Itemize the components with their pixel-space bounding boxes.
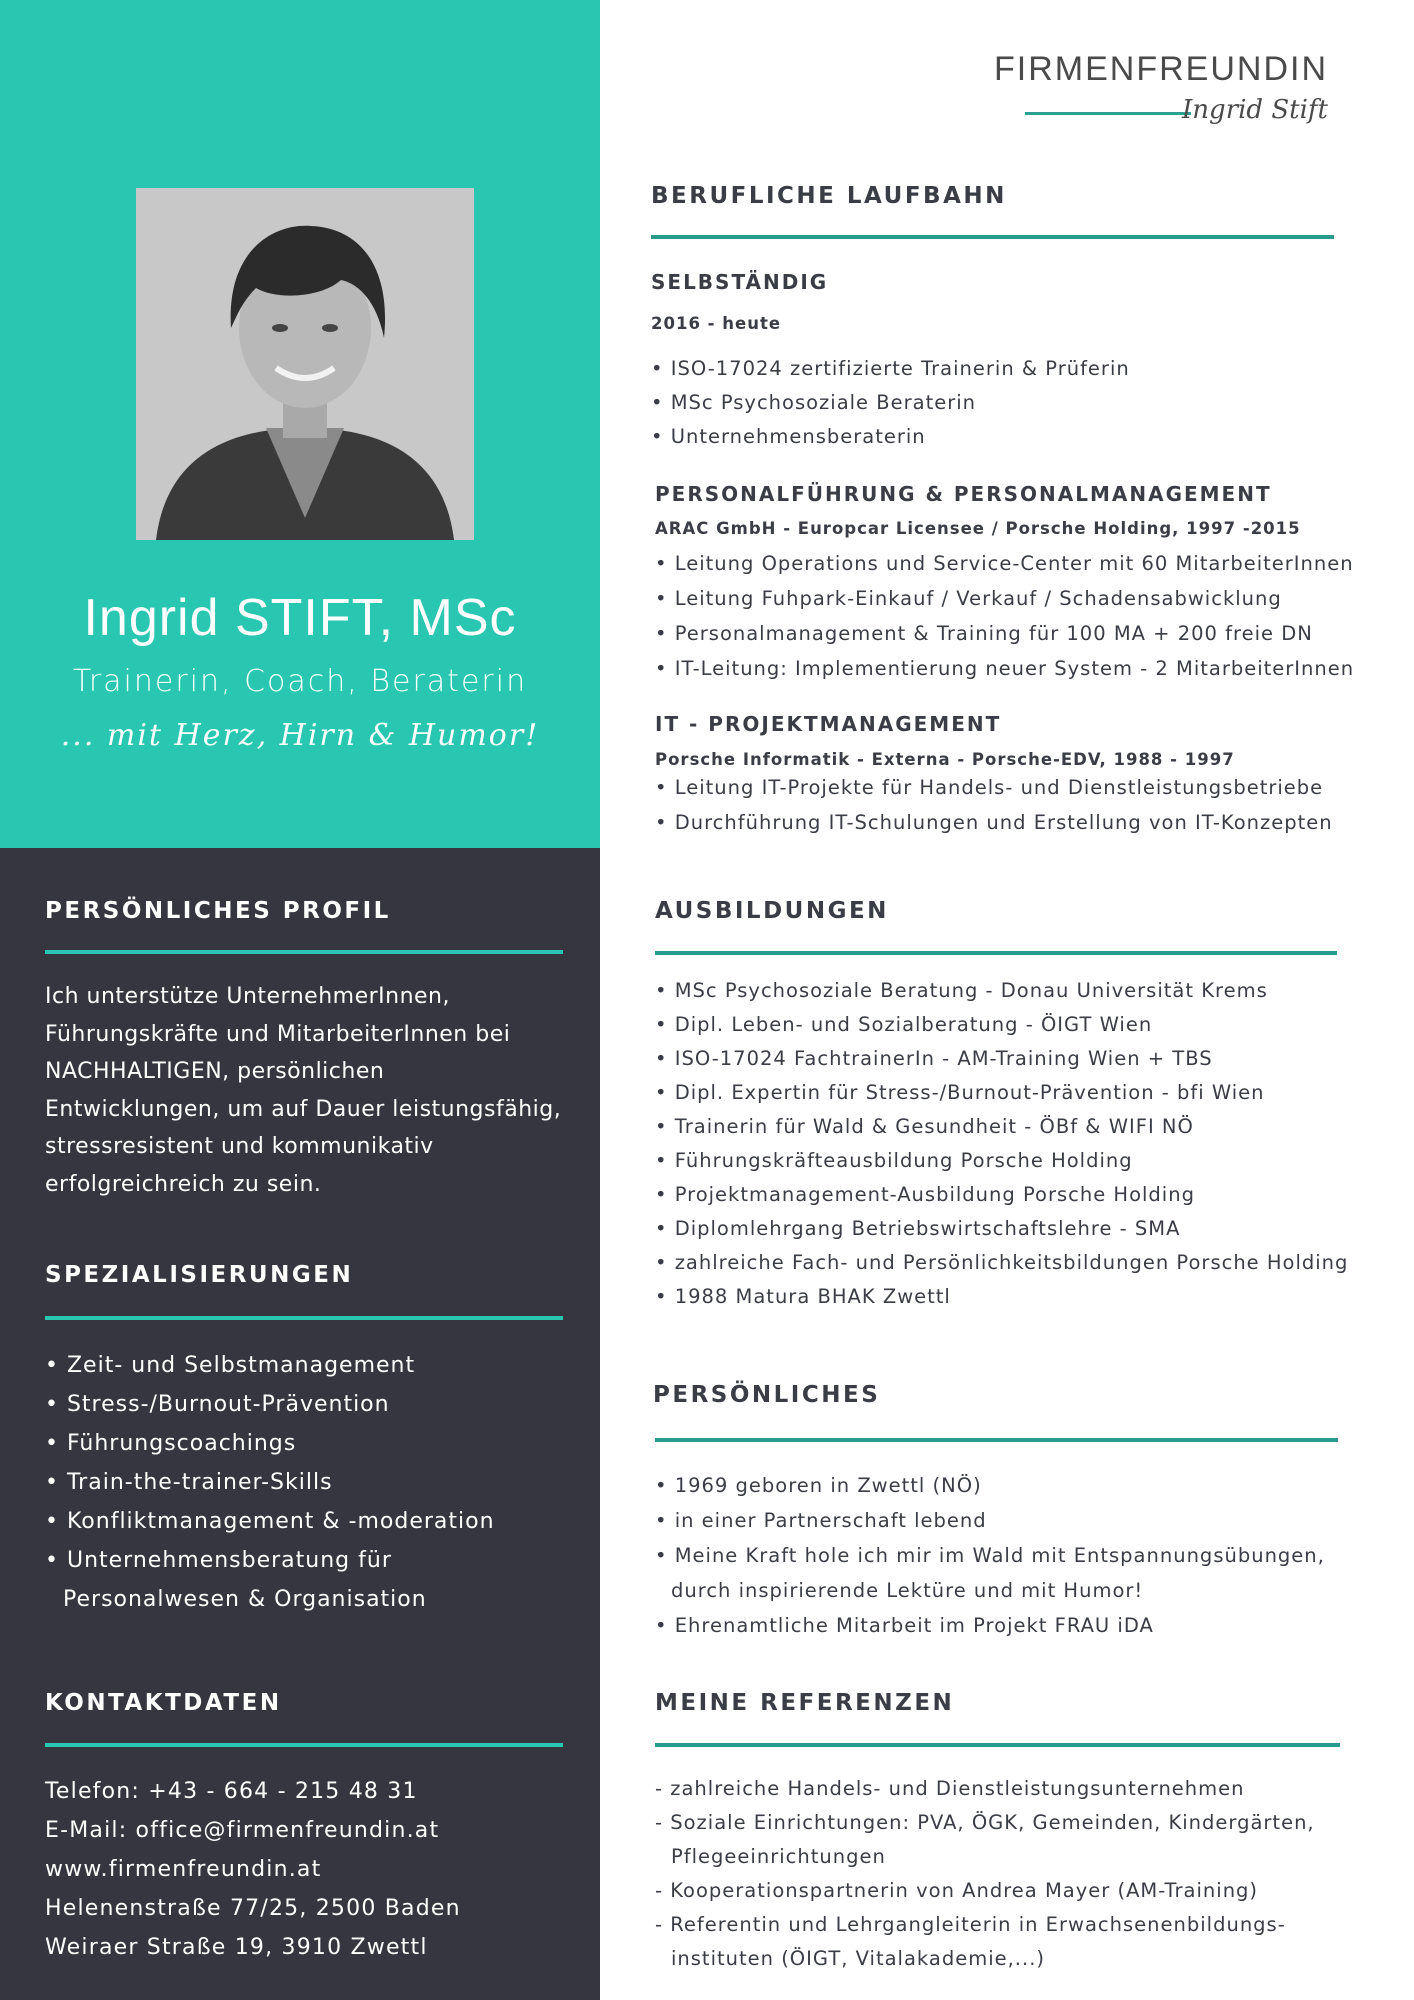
list-item: • Projektmanagement-Ausbildung Porsche Holding [655,1183,1195,1206]
profile-line: stressresistent und kommunikativ [45,1134,434,1159]
list-item: - Soziale Einrichtungen: PVA, ÖGK, Gemeinden, Kindergärten, [655,1811,1315,1834]
list-item: - Kooperationspartnerin von Andrea Mayer (AM-Training) [655,1879,1259,1902]
personal-heading: PERSÖNLICHES [653,1382,881,1408]
contact-address-zwettl: Weiraer Straße 19, 3910 Zwettl [45,1935,428,1960]
profile-line: Führungskräfte und MitarbeiterInnen bei [45,1021,511,1047]
contact-website[interactable]: www.firmenfreundin.at [45,1857,322,1882]
list-item: • Zeit- und Selbstmanagement [45,1353,416,1378]
list-item: - Referentin und Lehrgangleiterin in Erwachsenenbildungs- [655,1913,1286,1936]
list-item: • 1988 Matura BHAK Zwettl [655,1285,951,1308]
profile-line: Ich unterstütze UnternehmerInnen, [45,984,450,1009]
profile-line: NACHHALTIGEN, persönlichen [45,1059,385,1084]
job-title: PERSONALFÜHRUNG & PERSONALMANAGEMENT [655,482,1272,506]
person-slogan: ... mit Herz, Hirn & Humor! [60,718,540,753]
list-item: • Ehrenamtliche Mitarbeit im Projekt FRAU iDA [655,1614,1154,1637]
person-role: Trainerin, Coach, Beraterin [72,664,528,699]
job-meta: 2016 - heute [651,314,782,333]
job-title: IT - PROJEKTMANAGEMENT [655,712,1002,736]
list-item: • Dipl. Expertin für Stress-/Burnout-Prävention - bfi Wien [655,1081,1265,1104]
contact-block [45,1772,585,1967]
education-rule [655,951,1337,955]
profile-line: erfolgreichreich zu sein. [45,1171,322,1197]
list-item: - zahlreiche Handels- und Dienstleistungsunternehmen [655,1777,1245,1800]
references-list [655,1772,1315,1976]
specializations-heading: SPEZIALISIERUNGEN [45,1262,354,1288]
education-heading: AUSBILDUNGEN [655,898,889,924]
list-item: • Train-the-trainer-Skills [45,1470,333,1495]
profile-rule [45,950,563,954]
list-item: • MSc Psychosoziale Beraterin [651,391,977,414]
list-item: • Unternehmensberatung für [45,1548,392,1573]
list-item: • Unternehmensberaterin [651,425,926,448]
list-item: durch inspirierende Lektüre und mit Humor! [671,1579,1144,1602]
list-item: • ISO-17024 FachtrainerIn - AM-Training Wien + TBS [655,1047,1213,1070]
profile-text [45,978,575,1203]
list-item: • Stress-/Burnout-Prävention [45,1392,390,1417]
education-list [655,974,1348,1314]
list-item: • Führungscoachings [45,1431,297,1456]
portrait-photo [136,188,474,540]
list-item: • Konfliktmanagement & -moderation [45,1509,495,1534]
references-rule [655,1743,1340,1747]
specializations-list [45,1346,575,1619]
specializations-rule [45,1316,563,1320]
personal-list [655,1468,1325,1643]
career-heading: BERUFLICHE LAUFBAHN [651,183,1007,209]
list-item: • zahlreiche Fach- und Persönlichkeitsbildungen Porsche Holding [655,1251,1349,1274]
profile-line: Entwicklungen, um auf Dauer leistungsfähig, [45,1096,562,1122]
list-item: • Leitung Fuhpark-Einkauf / Verkauf / Schadensabwicklung [655,587,1282,610]
job-list [651,352,1130,454]
list-item: • Leitung IT-Projekte für Handels- und Dienstleistungsbetriebe [655,776,1324,799]
contact-email[interactable]: E-Mail: office@firmenfreundin.at [45,1818,440,1843]
job-title: SELBSTÄNDIG [651,270,829,294]
job-list [655,770,1333,840]
list-item: • Führungskräfteausbildung Porsche Holding [655,1149,1133,1172]
list-item: • Diplomlehrgang Betriebswirtschaftslehre - SMA [655,1217,1181,1240]
job-meta: Porsche Informatik - Externa - Porsche-EDV, 1988 - 1997 [655,750,1235,769]
job-meta: ARAC GmbH - Europcar Licensee / Porsche Holding, 1997 -2015 [655,519,1301,538]
list-item: instituten (ÖIGT, Vitalakademie,...) [671,1947,1046,1970]
list-item: • Personalmanagement & Training für 100 MA + 200 freie DN [655,622,1313,645]
person-name: Ingrid STIFT, MSc [83,589,517,647]
list-item: • in einer Partnerschaft lebend [655,1509,987,1532]
list-item: • IT-Leitung: Implementierung neuer System - 2 MitarbeiterInnen [655,657,1355,680]
logo-subtitle: Ingrid Stift [1182,95,1328,125]
list-item: Pflegeeinrichtungen [671,1845,886,1868]
contact-phone[interactable]: Telefon: +43 - 664 - 215 48 31 [45,1779,418,1804]
job-list [655,546,1354,686]
list-item: • Leitung Operations und Service-Center mit 60 MitarbeiterInnen [655,552,1354,575]
career-rule [651,235,1334,239]
list-item: • Trainerin für Wald & Gesundheit - ÖBf & WIFI NÖ [655,1115,1194,1138]
contact-address-baden: Helenenstraße 77/25, 2500 Baden [45,1896,461,1921]
contact-heading: KONTAKTDATEN [45,1690,282,1716]
list-item: • Durchführung IT-Schulungen und Erstellung von IT-Konzepten [655,811,1333,834]
references-heading: MEINE REFERENZEN [655,1690,955,1716]
profile-heading: PERSÖNLICHES PROFIL [45,898,391,924]
list-item: • Meine Kraft hole ich mir im Wald mit Entspannungsübungen, [655,1544,1325,1567]
list-item: • Dipl. Leben- und Sozialberatung - ÖIGT Wien [655,1013,1153,1036]
list-item: • 1969 geboren in Zwettl (NÖ) [655,1474,982,1497]
list-item: • MSc Psychosoziale Beratung - Donau Universität Krems [655,979,1268,1002]
personal-rule [655,1438,1338,1442]
list-item: Personalwesen & Organisation [63,1587,427,1612]
list-item: • ISO-17024 zertifizierte Trainerin & Prüferin [651,357,1130,380]
logo-line [1025,112,1191,115]
logo-title: FIRMENFREUNDIN [994,50,1328,88]
contact-rule [45,1743,563,1747]
